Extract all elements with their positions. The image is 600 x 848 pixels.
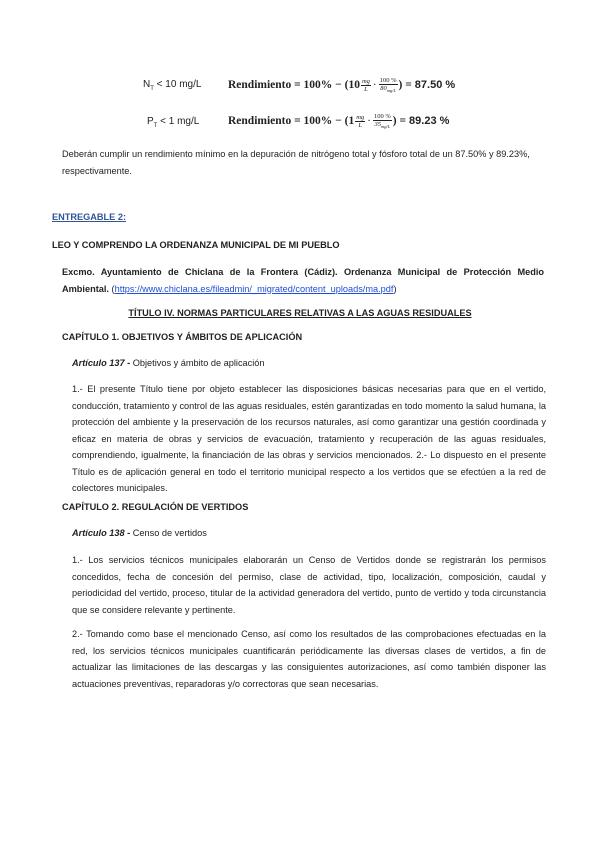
articulo-137-heading <box>72 358 265 368</box>
source-citation <box>62 264 544 297</box>
ratio-fraction <box>373 113 392 130</box>
label-suffix: < 10 mg/L <box>153 79 202 90</box>
articulo-138-heading <box>72 528 207 538</box>
articulo-number: Artículo 137 - <box>72 358 131 368</box>
ordenanza-title: LEO Y COMPRENDO LA ORDENANZA MUNICIPAL DE MI PUEBLO <box>52 240 340 250</box>
unit-fraction <box>355 114 365 129</box>
source-paren-open: ( <box>108 283 115 294</box>
ratio-denominator: 80 <box>380 84 387 92</box>
articulo-title: Censo de vertidos <box>130 528 207 538</box>
conclusion-paragraph: Deberán cumplir un rendimiento mínimo en la depuración de nitrógeno total y fósforo total de un 87.50% y 89.23%, respectivamente. <box>62 149 530 176</box>
unit-fraction <box>361 78 371 93</box>
articulo-138-paragraph-1: 1.- Los servicios técnicos municipales elaborarán un Censo de Vertidos donde se registrarán los permisos concedidos, fecha de concesión del permiso, clase de actividad, tipo, localización, composición, caudal y periodicidad del vertido, proceso, titular de la actividad generadora del vertido, punto de vertido y toda circunstancia que se considere relevante y pertinente. <box>72 555 546 615</box>
equation-1-label <box>143 79 201 92</box>
label-prefix: N <box>143 79 151 90</box>
equation-2: Rendimiento = 100% − ( 1 $\frac{mg}{L}$ · $\frac{100 \%}{35_{mg/L}}$ ) = 89.23 % <box>228 112 450 129</box>
equation-1: Rendimiento = 100% − ( 10 $\frac{mg}{L}$ · $\frac{100 \%}{80_{mg/L}}$ ) = 87.50 % <box>228 76 456 93</box>
ratio-denominator-unit: mg/L <box>381 123 391 129</box>
equation-rhs: ) = <box>398 79 412 91</box>
ratio-denominator-unit: mg/L <box>386 87 397 93</box>
equation-2-label <box>147 116 199 129</box>
ratio-denominator: 35 <box>374 120 381 128</box>
equation-coefficient: 10 <box>348 79 360 91</box>
capitulo-2-heading: CAPÍTULO 2. REGULACIÓN DE VERTIDOS <box>62 502 249 512</box>
equation-result: 89.23 % <box>409 115 450 127</box>
equation-coefficient: 1 <box>348 115 355 127</box>
titulo-heading: TÍTULO IV. NORMAS PARTICULARES RELATIVAS A LAS AGUAS RESIDUALES <box>128 308 472 318</box>
entregable-heading: ENTREGABLE 2: <box>52 212 127 222</box>
unit-denominator: L <box>364 85 368 93</box>
articulo-title: Objetivos y ámbito de aplicación <box>130 358 265 368</box>
label-subscript: T <box>150 86 154 92</box>
unit-numerator: mg <box>356 113 365 121</box>
capitulo-1-heading: CAPÍTULO 1. OBJETIVOS Y ÁMBITOS DE APLICACIÓN <box>62 332 303 342</box>
articulo-138-paragraph-2: 2.- Tomando como base el mencionado Censo, así como los resultados de las comprobaciones efectuadas en la red, los servicios técnicos municipales cuantificarán periódicamente las diversas clases de vertidos, a fin de actualizar las limitaciones de las descargas y las consiguientes autorizaciones, así como también disponer las actuaciones preventivas, reparadoras y/o correctoras que sean necesarias. <box>72 629 546 689</box>
label-prefix: P <box>147 116 154 127</box>
equation-rhs: ) = <box>392 115 407 127</box>
source-link[interactable]: https://www.chiclana.es/fileadmin/_migrated/content_uploads/ma.pdf <box>114 283 394 294</box>
articulo-number: Artículo 138 - <box>72 528 131 538</box>
source-bold-text: Excmo. Ayuntamiento de Chiclana de la Frontera (Cádiz). Ordenanza Municipal de Protección Medio Ambiental. <box>62 267 544 294</box>
articulo-137-text: 1.- El presente Título tiene por objeto establecer las disposiciones básicas necesarias para que en el vertido, conducción, tratamiento y control de las aguas residuales, estén garantizadas en todo momento la salud humana, la protección del ambiente y la preservación de los recursos naturales, así como garantizar una gestión coordinada y eficaz en materia de obras y servicios de evacuación, tratamiento y recuperación de las aguas residuales, comprendiendo, igualmente, la financiación de las obras y servicios mencionados. 2.- Lo dispuesto en el presente Título es de aplicación general en todo el territorio municipal respecto a los vertidos que se efectúen a la red de colectores municipales. <box>72 384 546 493</box>
label-subscript: T <box>153 123 158 129</box>
ratio-numerator: 100 % <box>379 76 397 84</box>
ratio-fraction <box>379 77 398 94</box>
source-paren-close: ) <box>393 283 397 294</box>
equation-lhs: Rendimiento = 100% − ( <box>228 115 349 127</box>
ratio-numerator: 100 % <box>373 112 391 120</box>
unit-denominator: L <box>358 121 362 129</box>
unit-numerator: mg <box>361 77 370 85</box>
equation-result: 87.50 % <box>414 79 456 91</box>
label-suffix: < 1 mg/L <box>157 116 200 127</box>
equation-lhs: Rendimiento = 100% − ( <box>228 79 349 91</box>
